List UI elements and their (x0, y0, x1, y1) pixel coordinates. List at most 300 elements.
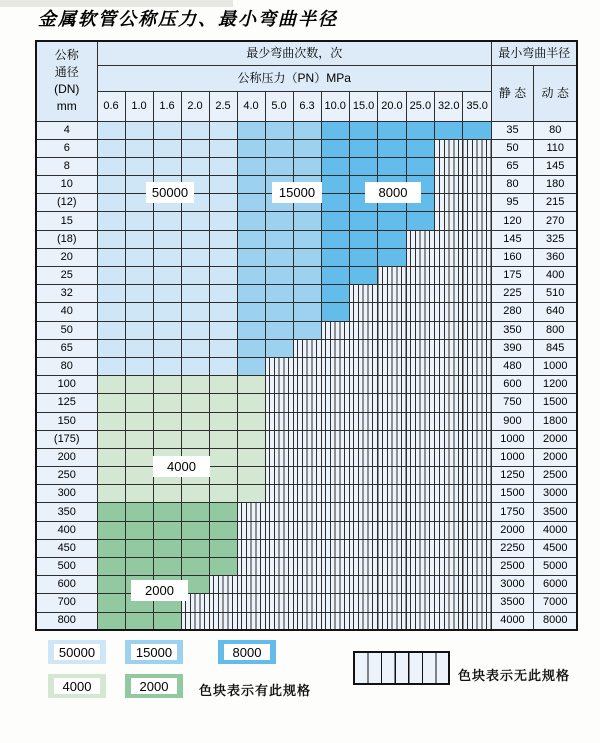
static-radius-value: 3000 (491, 576, 533, 594)
cell-spec-4000 (153, 412, 181, 430)
cell-spec-2000 (125, 612, 153, 630)
cell-no-spec (349, 430, 377, 448)
dynamic-radius-value: 270 (533, 212, 577, 230)
dynamic-radius-value: 4000 (533, 521, 577, 539)
cell-no-spec (321, 467, 349, 485)
cell-spec-15000 (237, 321, 265, 339)
table-row-dn-300 (36, 485, 577, 503)
cell-no-spec (435, 357, 463, 375)
dn-label: 40 (36, 303, 97, 321)
cell-spec-50000 (125, 357, 153, 375)
cell-spec-4000 (209, 485, 237, 503)
cell-spec-50000 (97, 139, 125, 157)
pressure-col-2.0: 2.0 (181, 91, 209, 121)
cell-no-spec (378, 430, 406, 448)
cell-no-spec (435, 267, 463, 285)
cell-spec-15000 (237, 285, 265, 303)
cell-no-spec (349, 376, 377, 394)
cell-no-spec (321, 485, 349, 503)
cell-no-spec (435, 376, 463, 394)
dn-label: 250 (36, 467, 97, 485)
bend-radius-header: 最小弯曲半径 (491, 41, 577, 65)
dn-label: 350 (36, 503, 97, 521)
static-radius-value: 280 (491, 303, 533, 321)
cell-spec-4000 (97, 485, 125, 503)
cell-no-spec (435, 485, 463, 503)
cell-spec-15000 (265, 230, 293, 248)
cell-spec-8000 (321, 176, 349, 194)
cell-no-spec (406, 376, 434, 394)
dynamic-radius-value: 145 (533, 157, 577, 175)
cell-spec-2000 (97, 539, 125, 557)
table-row-dn-25 (36, 267, 577, 285)
static-radius-value: 480 (491, 357, 533, 375)
table-row-dn-50 (36, 321, 577, 339)
cell-no-spec (435, 285, 463, 303)
cell-no-spec (265, 376, 293, 394)
dynamic-radius-value: 360 (533, 248, 577, 266)
cell-no-spec (349, 394, 377, 412)
static-radius-value: 750 (491, 394, 533, 412)
cell-no-spec (406, 303, 434, 321)
table-row-dn-250 (36, 467, 577, 485)
cell-no-spec (406, 521, 434, 539)
cell-no-spec (406, 430, 434, 448)
cell-spec-2000 (153, 521, 181, 539)
dn-label: 600 (36, 576, 97, 594)
cell-spec-2000 (153, 558, 181, 576)
header-row-1 (36, 41, 577, 65)
cell-no-spec (293, 357, 321, 375)
cell-spec-50000 (209, 339, 237, 357)
cell-no-spec (349, 594, 377, 612)
dn-header-line: 通径 (54, 65, 79, 80)
static-radius-value: 900 (491, 412, 533, 430)
cell-no-spec (435, 176, 463, 194)
dynamic-radius-value: 325 (533, 230, 577, 248)
static-radius-value: 1250 (491, 467, 533, 485)
cell-spec-2000 (181, 558, 209, 576)
cell-no-spec (378, 503, 406, 521)
cell-no-spec (378, 448, 406, 466)
cell-no-spec (237, 539, 265, 557)
pressure-col-35.0: 35.0 (463, 91, 492, 121)
cell-spec-8000 (321, 230, 349, 248)
cell-no-spec (463, 339, 492, 357)
cell-spec-4000 (125, 430, 153, 448)
cell-spec-50000 (209, 157, 237, 175)
cell-no-spec (435, 503, 463, 521)
cell-no-spec (406, 448, 434, 466)
cell-spec-15000 (265, 139, 293, 157)
cell-spec-8000 (378, 248, 406, 266)
cell-spec-8000 (321, 267, 349, 285)
cell-spec-4000 (97, 376, 125, 394)
cell-no-spec (378, 576, 406, 594)
cell-no-spec (349, 321, 377, 339)
legend-swatch-label: 4000 (54, 678, 100, 694)
cell-spec-50000 (125, 248, 153, 266)
cell-no-spec (463, 157, 492, 175)
cell-no-spec (378, 521, 406, 539)
cell-spec-15000 (293, 121, 321, 139)
cell-no-spec (293, 430, 321, 448)
table-row-dn-15 (36, 212, 577, 230)
cell-spec-15000 (237, 212, 265, 230)
cell-spec-15000 (265, 267, 293, 285)
static-radius-value: 2250 (491, 539, 533, 557)
cell-no-spec (349, 558, 377, 576)
cell-spec-50000 (181, 121, 209, 139)
cell-spec-8000 (321, 139, 349, 157)
cell-spec-50000 (125, 139, 153, 157)
cell-no-spec (349, 339, 377, 357)
table-row-dn-6 (36, 139, 577, 157)
dynamic-radius-value: 180 (533, 176, 577, 194)
cell-spec-50000 (97, 212, 125, 230)
cell-no-spec (181, 612, 209, 630)
dynamic-radius-value: 6000 (533, 576, 577, 594)
table-row-dn-40 (36, 303, 577, 321)
cell-no-spec (463, 230, 492, 248)
cell-spec-15000 (265, 321, 293, 339)
dynamic-radius-value: 1800 (533, 412, 577, 430)
pressure-col-32.0: 32.0 (435, 91, 463, 121)
cell-spec-8000 (435, 121, 463, 139)
page-title: 金属软管公称压力、最小弯曲半径 (38, 9, 338, 30)
cell-spec-50000 (97, 321, 125, 339)
cell-spec-50000 (209, 176, 237, 194)
dn-label: 450 (36, 539, 97, 557)
cell-no-spec (265, 576, 293, 594)
cell-no-spec (321, 430, 349, 448)
dn-header-line: (DN) (54, 82, 80, 97)
cell-spec-50000 (125, 212, 153, 230)
cell-spec-4000 (209, 448, 237, 466)
cell-no-spec (293, 503, 321, 521)
cell-spec-2000 (209, 503, 237, 521)
cell-spec-8000 (349, 139, 377, 157)
cell-spec-4000 (181, 412, 209, 430)
table-row-dn-65 (36, 339, 577, 357)
dn-label: 50 (36, 321, 97, 339)
dn-label: 200 (36, 448, 97, 466)
cell-spec-50000 (181, 157, 209, 175)
cell-no-spec (265, 558, 293, 576)
header-row-2 (36, 65, 577, 91)
cell-no-spec (349, 576, 377, 594)
cell-spec-15000 (265, 303, 293, 321)
cell-spec-8000 (406, 139, 434, 157)
dynamic-radius-value: 640 (533, 303, 577, 321)
cell-spec-8000 (321, 285, 349, 303)
cell-spec-50000 (97, 248, 125, 266)
cell-no-spec (406, 357, 434, 375)
cell-spec-50000 (153, 157, 181, 175)
dynamic-radius-value: 8000 (533, 612, 577, 630)
cell-no-spec (406, 230, 434, 248)
cell-no-spec (265, 467, 293, 485)
table-row-dn-500 (36, 558, 577, 576)
cell-spec-15000 (293, 230, 321, 248)
dynamic-radius-value: 1200 (533, 376, 577, 394)
cell-spec-50000 (181, 212, 209, 230)
cell-spec-8000 (349, 157, 377, 175)
cell-no-spec (463, 321, 492, 339)
cell-no-spec (406, 539, 434, 557)
cell-spec-4000 (125, 376, 153, 394)
cell-spec-50000 (181, 357, 209, 375)
cell-spec-50000 (153, 212, 181, 230)
cell-no-spec (378, 539, 406, 557)
cell-spec-2000 (97, 558, 125, 576)
cell-no-spec (293, 394, 321, 412)
cell-spec-15000 (237, 267, 265, 285)
cell-spec-2000 (153, 539, 181, 557)
cell-spec-50000 (97, 267, 125, 285)
cell-no-spec (265, 412, 293, 430)
cell-spec-2000 (125, 539, 153, 557)
cell-spec-15000 (237, 121, 265, 139)
static-radius-value: 145 (491, 230, 533, 248)
cell-spec-2000 (209, 558, 237, 576)
static-radius-value: 4000 (491, 612, 533, 630)
cell-spec-4000 (97, 430, 125, 448)
cell-spec-50000 (153, 121, 181, 139)
cell-no-spec (378, 267, 406, 285)
cell-no-spec (435, 521, 463, 539)
cell-no-spec (293, 521, 321, 539)
cell-no-spec (463, 503, 492, 521)
dn-label: 65 (36, 339, 97, 357)
cell-no-spec (435, 412, 463, 430)
legend-swatch-label: 15000 (131, 644, 177, 660)
cell-spec-4000 (237, 448, 265, 466)
cell-no-spec (293, 412, 321, 430)
cell-no-spec (349, 612, 377, 630)
cell-spec-15000 (237, 357, 265, 375)
dynamic-radius-value: 510 (533, 285, 577, 303)
table-row-dn-400 (36, 521, 577, 539)
static-radius-value: 120 (491, 212, 533, 230)
cell-spec-2000 (125, 558, 153, 576)
cell-spec-4000 (209, 376, 237, 394)
dynamic-radius-value: 7000 (533, 594, 577, 612)
cell-no-spec (463, 357, 492, 375)
cell-spec-8000 (349, 230, 377, 248)
cell-spec-15000 (237, 230, 265, 248)
cell-no-spec (463, 485, 492, 503)
cell-no-spec (406, 321, 434, 339)
cell-no-spec (265, 612, 293, 630)
cell-no-spec (265, 448, 293, 466)
has-spec-note: 色块表示有此规格 (199, 683, 312, 698)
dynamic-radius-value: 215 (533, 194, 577, 212)
dn-label: 15 (36, 212, 97, 230)
cell-spec-2000 (181, 539, 209, 557)
table-row-dn-600 (36, 576, 577, 594)
cell-no-spec (378, 303, 406, 321)
table-row-dn-800 (36, 612, 577, 630)
dn-label: 6 (36, 139, 97, 157)
dynamic-header: 动 态 (533, 65, 577, 121)
dynamic-radius-value: 1500 (533, 394, 577, 412)
cell-spec-15000 (237, 339, 265, 357)
cell-no-spec (378, 467, 406, 485)
legend-swatch-15000 (125, 640, 183, 664)
cell-spec-15000 (265, 248, 293, 266)
cell-spec-15000 (293, 139, 321, 157)
pressure-col-5.0: 5.0 (265, 91, 293, 121)
cell-spec-50000 (181, 230, 209, 248)
cell-no-spec (321, 321, 349, 339)
dn-label: 125 (36, 394, 97, 412)
static-radius-value: 35 (491, 121, 533, 139)
cell-no-spec (435, 394, 463, 412)
cell-no-spec (463, 248, 492, 266)
cell-spec-4000 (181, 394, 209, 412)
cell-spec-2000 (153, 503, 181, 521)
cell-spec-50000 (153, 357, 181, 375)
pressure-col-1.6: 1.6 (153, 91, 181, 121)
static-header: 静 态 (491, 65, 533, 121)
static-radius-value: 175 (491, 267, 533, 285)
cell-no-spec (293, 339, 321, 357)
cell-no-spec (463, 576, 492, 594)
cell-spec-15000 (293, 248, 321, 266)
cell-no-spec (209, 594, 237, 612)
cell-spec-2000 (97, 521, 125, 539)
cell-spec-50000 (181, 248, 209, 266)
static-radius-value: 2000 (491, 521, 533, 539)
cell-spec-8000 (321, 303, 349, 321)
static-radius-value: 65 (491, 157, 533, 175)
cell-spec-4000 (125, 448, 153, 466)
cell-spec-15000 (293, 303, 321, 321)
table-row-dn-4 (36, 121, 577, 139)
cell-no-spec (378, 357, 406, 375)
cell-no-spec (237, 521, 265, 539)
cell-no-spec (435, 558, 463, 576)
cell-no-spec (321, 594, 349, 612)
static-radius-value: 160 (491, 248, 533, 266)
dn-label: 150 (36, 412, 97, 430)
cell-spec-50000 (209, 212, 237, 230)
cell-spec-2000 (97, 612, 125, 630)
legend-swatch-2000 (125, 674, 183, 698)
cell-spec-4000 (209, 430, 237, 448)
cell-spec-4000 (97, 412, 125, 430)
cell-spec-50000 (153, 339, 181, 357)
cell-spec-4000 (237, 430, 265, 448)
cell-no-spec (406, 285, 434, 303)
cell-spec-4000 (209, 412, 237, 430)
cell-spec-50000 (125, 157, 153, 175)
cell-no-spec (321, 521, 349, 539)
static-radius-value: 2500 (491, 558, 533, 576)
cell-no-spec (435, 467, 463, 485)
cell-no-spec (293, 594, 321, 612)
dn-label: (18) (36, 230, 97, 248)
cell-no-spec (265, 485, 293, 503)
cell-spec-2000 (181, 521, 209, 539)
cell-spec-2000 (209, 521, 237, 539)
cell-spec-8000 (378, 212, 406, 230)
cell-spec-2000 (97, 576, 125, 594)
cell-no-spec (237, 503, 265, 521)
dynamic-radius-value: 2000 (533, 448, 577, 466)
cell-no-spec (265, 521, 293, 539)
pressure-col-15.0: 15.0 (349, 91, 377, 121)
legend-swatch-4000 (48, 674, 106, 698)
dynamic-radius-value: 3000 (533, 485, 577, 503)
dynamic-radius-value: 800 (533, 321, 577, 339)
cell-spec-2000 (209, 539, 237, 557)
cycles-band-label-50000: 50000 (146, 182, 194, 203)
pressure-col-10.0: 10.0 (321, 91, 349, 121)
cell-spec-15000 (237, 303, 265, 321)
cell-no-spec (435, 539, 463, 557)
dn-label: 4 (36, 121, 97, 139)
cell-spec-15000 (293, 157, 321, 175)
cell-spec-50000 (153, 230, 181, 248)
static-radius-value: 50 (491, 139, 533, 157)
cell-spec-4000 (125, 485, 153, 503)
cell-spec-50000 (209, 139, 237, 157)
cell-spec-4000 (125, 412, 153, 430)
cell-spec-50000 (209, 230, 237, 248)
static-radius-value: 1750 (491, 503, 533, 521)
cell-no-spec (321, 357, 349, 375)
cell-spec-15000 (237, 194, 265, 212)
cell-no-spec (265, 394, 293, 412)
cell-spec-50000 (209, 267, 237, 285)
cell-no-spec (321, 539, 349, 557)
cell-no-spec (293, 612, 321, 630)
cell-spec-50000 (181, 303, 209, 321)
cell-no-spec (378, 285, 406, 303)
static-radius-value: 390 (491, 339, 533, 357)
cell-spec-15000 (293, 285, 321, 303)
cell-spec-50000 (209, 194, 237, 212)
legend-swatch-label: 2000 (131, 678, 177, 694)
table-row-dn-200 (36, 448, 577, 466)
cell-spec-15000 (293, 321, 321, 339)
dn-label: 32 (36, 285, 97, 303)
cell-spec-4000 (125, 467, 153, 485)
dynamic-radius-value: 4500 (533, 539, 577, 557)
cell-no-spec (293, 376, 321, 394)
cell-spec-8000 (349, 248, 377, 266)
cell-spec-50000 (209, 321, 237, 339)
cell-spec-8000 (378, 121, 406, 139)
spec-table-wrap (35, 40, 576, 631)
cell-no-spec (463, 412, 492, 430)
cell-spec-8000 (321, 194, 349, 212)
cell-no-spec (265, 430, 293, 448)
table-row-dn-100 (36, 376, 577, 394)
cell-spec-50000 (153, 267, 181, 285)
cell-spec-8000 (349, 121, 377, 139)
cell-spec-15000 (265, 157, 293, 175)
cell-no-spec (237, 594, 265, 612)
dn-label: (175) (36, 430, 97, 448)
cell-spec-8000 (349, 267, 377, 285)
cell-no-spec (406, 612, 434, 630)
cell-no-spec (378, 612, 406, 630)
cell-no-spec (378, 394, 406, 412)
cell-spec-2000 (125, 503, 153, 521)
